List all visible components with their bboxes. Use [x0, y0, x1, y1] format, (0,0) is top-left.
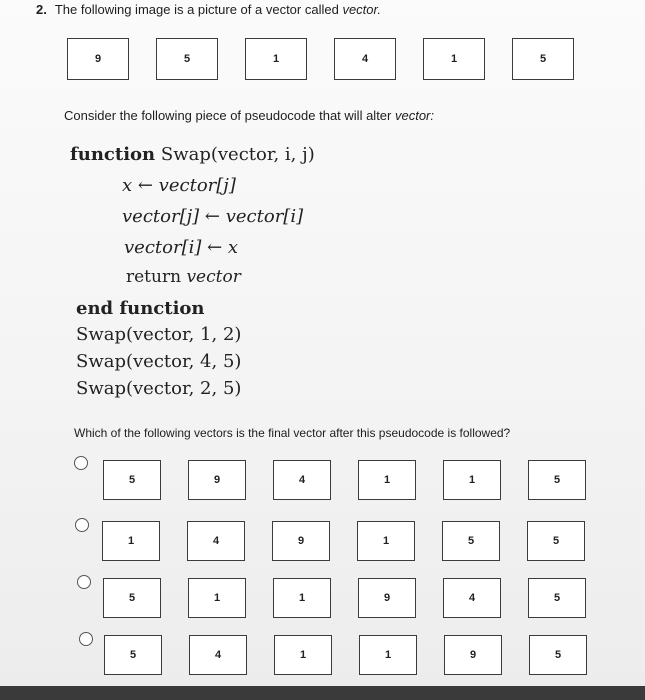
- pseudo-line-end: end function: [76, 298, 205, 319]
- pseudo-line-4: vector[i] ← x: [124, 237, 239, 258]
- option-cell: 5: [529, 635, 587, 675]
- pseudo-line-2: x ← vector[j]: [122, 175, 236, 196]
- vector-display: [0, 38, 645, 82]
- pseudo-call-2: Swap(vector, 4, 5): [76, 351, 242, 372]
- option-cell: 5: [528, 578, 586, 618]
- option-cell: 5: [527, 521, 585, 561]
- option-cell: 9: [272, 521, 330, 561]
- vector-cell: 5: [156, 38, 218, 80]
- option-b-vector[interactable]: [0, 521, 645, 565]
- question-number: 2.: [36, 2, 47, 17]
- vector-cell: 1: [423, 38, 485, 80]
- option-cell: 1: [273, 578, 331, 618]
- pseudo-line-3: vector[j] ← vector[i]: [122, 206, 304, 227]
- vector-cell: 9: [67, 38, 129, 80]
- option-d-vector[interactable]: [0, 635, 645, 679]
- pseudo-line-function: function Swap(vector, i, j): [70, 144, 315, 165]
- option-cell: 5: [104, 635, 162, 675]
- option-cell: 5: [528, 460, 586, 500]
- option-cell: 1: [188, 578, 246, 618]
- option-cell: 9: [358, 578, 416, 618]
- option-cell: 4: [443, 578, 501, 618]
- vector-cell: 1: [245, 38, 307, 80]
- option-cell: 1: [358, 460, 416, 500]
- option-cell: 1: [357, 521, 415, 561]
- vector-cell: 4: [334, 38, 396, 80]
- option-cell: 9: [444, 635, 502, 675]
- option-cell: 1: [359, 635, 417, 675]
- option-cell: 1: [274, 635, 332, 675]
- vector-cell: 5: [512, 38, 574, 80]
- option-cell: 5: [442, 521, 500, 561]
- option-cell: 5: [103, 460, 161, 500]
- screen-bottom-edge: [0, 686, 645, 700]
- option-cell: 4: [273, 460, 331, 500]
- pseudo-line-return: return vector: [126, 267, 241, 287]
- question-title: [36, 2, 381, 17]
- option-cell: 4: [189, 635, 247, 675]
- pseudo-call-3: Swap(vector, 2, 5): [76, 378, 242, 399]
- option-cell: 1: [102, 521, 160, 561]
- option-c-vector[interactable]: [0, 578, 645, 622]
- consider-text: Consider the following piece of pseudocode that will alter vector:: [64, 108, 434, 123]
- option-cell: 5: [103, 578, 161, 618]
- which-prompt: Which of the following vectors is the final vector after this pseudocode is followed?: [74, 426, 511, 440]
- question-text-italic: vector.: [342, 2, 381, 17]
- option-a-vector[interactable]: [0, 460, 645, 504]
- option-cell: 9: [188, 460, 246, 500]
- option-cell: 1: [443, 460, 501, 500]
- option-cell: 4: [187, 521, 245, 561]
- question-text: The following image is a picture of a vector called: [54, 2, 343, 17]
- pseudo-call-1: Swap(vector, 1, 2): [76, 324, 242, 345]
